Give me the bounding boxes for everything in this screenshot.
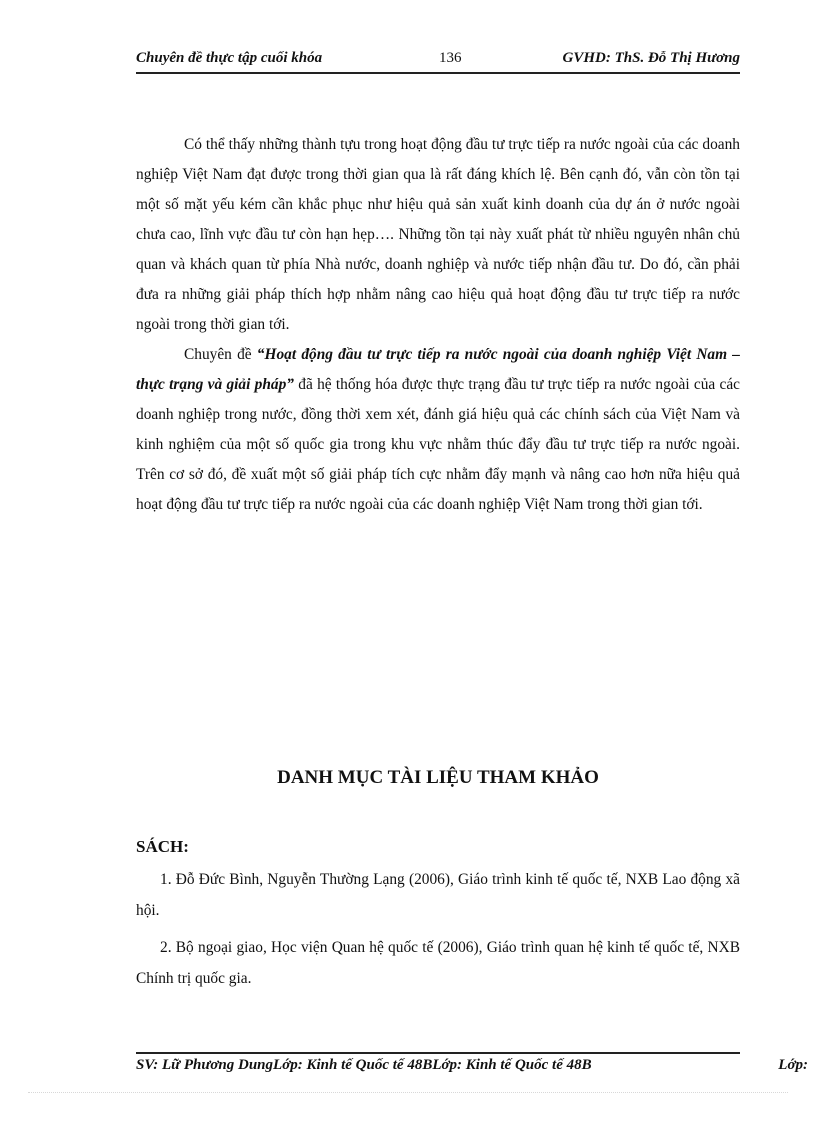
- conclusion-paragraph-2: [136, 340, 740, 520]
- header-title: Chuyên đề thực tập cuối khóa: [136, 50, 323, 66]
- header-advisor: GVHD: ThS. Đỗ Thị Hương: [562, 50, 740, 66]
- reference-item-1: 1. Đỗ Đức Bình, Nguyễn Thường Lạng (2006), Giáo trình kinh tế quốc tế, NXB Lao động xã hội.: [136, 871, 740, 919]
- paragraph-2-rest: đã hệ thống hóa được thực trạng đầu tư trực tiếp ra nước ngoài của các doanh nghiệp trong nước, đồng thời xem xét, đánh giá hiệu quả các chính sách của Việt Nam và kinh nghiệm của một số quốc gia trong khu vực nhằm thúc đẩy đầu tư trực tiếp ra nước ngoài. Trên cơ sở đó, đề xuất một số giải pháp tích cực nhằm đẩy mạnh và nâng cao hơn nữa hiệu quả hoạt động đầu tư trực tiếp ra nước ngoài của các doanh nghiệp Việt Nam trong thời gian tới.: [136, 376, 740, 513]
- reference-list: [136, 864, 740, 1000]
- books-section-label: SÁCH:: [136, 837, 189, 856]
- conclusion-text: [136, 130, 740, 520]
- page-bottom-divider: [28, 1092, 788, 1093]
- footer-rule: [136, 1052, 740, 1054]
- conclusion-paragraph-1: Có thể thấy những thành tựu trong hoạt động đầu tư trực tiếp ra nước ngoài của các doanh nghiệp Việt Nam đạt được trong thời gian qua là rất đáng khích lệ. Bên cạnh đó, vẫn còn tồn tại một số mặt yếu kém cần khắc phục như hiệu quả sản xuất kinh doanh của dự án ở nước ngoài chưa cao, lĩnh vực đầu tư còn hạn hẹp…. Những tồn tại này xuất phát từ nhiều nguyên nhân chủ quan và khách quan từ phía Nhà nước, doanh nghiệp và nước tiếp nhận đầu tư. Do đó, cần phải đưa ra những giải pháp thích hợp nhằm nâng cao hiệu quả hoạt động đầu tư trực tiếp ra nước ngoài trong thời gian tới.: [136, 136, 740, 333]
- footer-student: SV: Lữ Phương DungLớp: Kinh tế Quốc tế 48BLớp: Kinh tế Quốc tế 48B: [136, 1057, 592, 1073]
- page-header: [136, 48, 740, 74]
- page-footer: [136, 1052, 808, 1076]
- thesis-title: “Hoạt động đầu tư trực tiếp ra nước ngoài của doanh nghiệp Việt Nam – thực trạng và giải pháp”: [136, 346, 740, 393]
- page-number: 136: [439, 50, 462, 66]
- references-title: DANH MỤC TÀI LIỆU THAM KHẢO: [277, 767, 599, 788]
- paragraph-2-prefix: Chuyên đề: [184, 346, 257, 363]
- reference-item-2: 2. Bộ ngoại giao, Học viện Quan hệ quốc tế (2006), Giáo trình quan hệ kinh tế quốc tế, NXB Chính trị quốc gia.: [136, 939, 740, 987]
- footer-class-label: Lớp:: [778, 1057, 808, 1073]
